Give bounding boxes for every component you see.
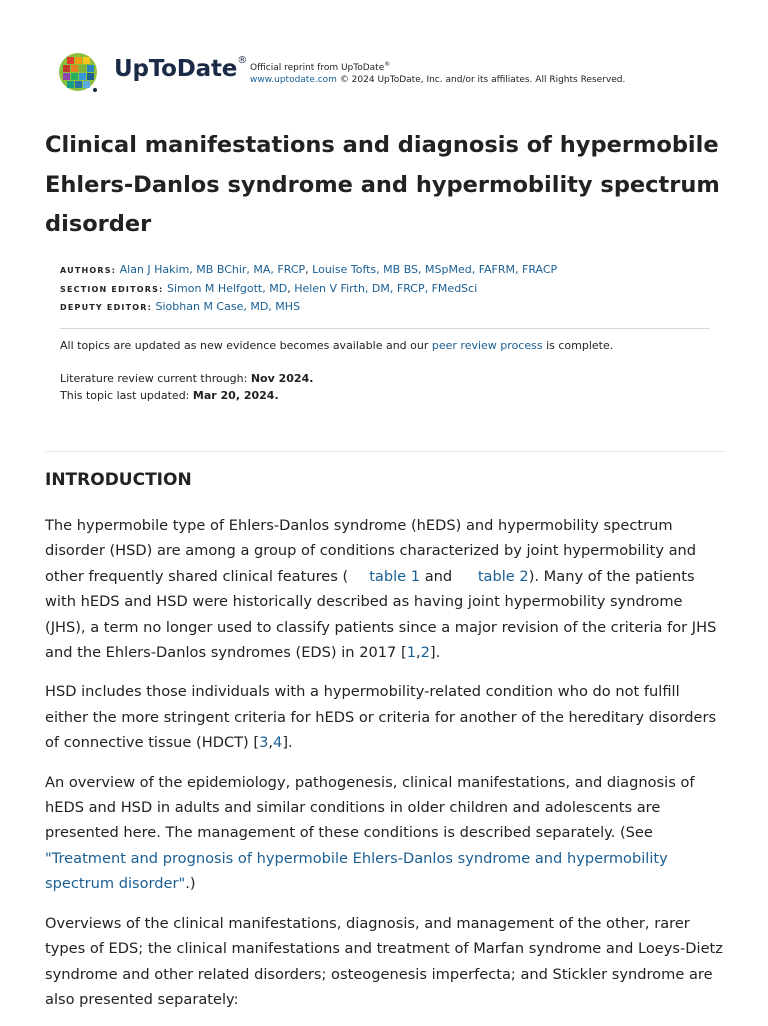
- table-1-link[interactable]: table 1: [369, 567, 421, 585]
- authors-line: AUTHORS: Alan J Hakim, MB BChir, MA, FRCP, Louise Tofts, MB BS, MSpMed, FAFRM, FRACP: [60, 263, 558, 276]
- paragraph: HSD includes those individuals with a hypermobility-related condition who do not fulfill either the more stringent criteria for hEDS or criteria for another of the hereditary disorders of connective tissue (HDCT) [3,4].: [45, 683, 717, 752]
- table-icon: [350, 571, 366, 581]
- authors-label: AUTHORS: [60, 266, 112, 275]
- reference-link[interactable]: 2: [420, 644, 430, 662]
- section-heading-introduction: INTRODUCTION: [45, 470, 192, 490]
- divider: [60, 328, 710, 329]
- section-editor-link[interactable]: Helen V Firth, DM, FRCP, FMedSci: [294, 281, 478, 295]
- last-updated-date: This topic last updated: Mar 20, 2024.: [60, 389, 279, 402]
- article-body: [45, 513, 725, 1026]
- author-link[interactable]: Alan J Hakim, MB BChir, MA, FRCP: [119, 263, 306, 276]
- update-notes: [60, 337, 710, 404]
- credits: [60, 261, 710, 317]
- deputy-editor-link[interactable]: Siobhan M Case, MD, MHS: [155, 300, 301, 313]
- reference-link[interactable]: 3: [259, 734, 269, 752]
- copyright-text: © 2024 UpToDate, Inc. and/or its affiliates. All Rights Reserved.: [336, 75, 626, 85]
- deputy-editor-line: DEPUTY EDITOR: Siobhan M Case, MD, MHS: [60, 300, 301, 313]
- table-icon: [459, 571, 475, 581]
- treatment-topic-link[interactable]: "Treatment and prognosis of hypermobile Ehlers-Danlos syndrome and hypermobility spectrum disorder": [45, 849, 668, 893]
- reference-link[interactable]: 1: [406, 644, 416, 662]
- reference-link[interactable]: 4: [273, 734, 283, 752]
- deputy-editor-label: DEPUTY EDITOR: [60, 303, 148, 312]
- divider: [45, 451, 725, 452]
- section-editors-label: SECTION EDITORS: [60, 284, 160, 294]
- reprint-notice: Official reprint from UpToDate® www.uptodate.com © 2024 UpToDate, Inc. and/or its affiliates. All Rights Reserved.: [250, 61, 626, 85]
- author-link[interactable]: Louise Tofts, MB BS, MSpMed, FAFRM, FRACP: [312, 263, 558, 276]
- paragraph: The hypermobile type of Ehlers-Danlos syndrome (hEDS) and hypermobility spectrum disorder (HSD) are among a group of conditions characterized by joint hypermobility and other frequently shared clinical features ( table 1 and table 2). Many of the patients with hEDS and HSD were historically described as having joint hypermobility syndrome (JHS), a term no longer used to classify patients since a major revision of the criteria for JHS and the Ehlers-Danlos syndromes (EDS) in 2017 [1,2].: [45, 517, 717, 662]
- brand-name: UpToDate®: [114, 55, 247, 82]
- peer-review-link[interactable]: peer review process: [431, 339, 543, 352]
- literature-review-date: Literature review current through: Nov 2024.: [60, 372, 314, 385]
- section-editor-link[interactable]: Simon M Helfgott, MD: [166, 281, 288, 295]
- paragraph: An overview of the epidemiology, pathogenesis, clinical manifestations, and diagnosis of hEDS and HSD in adults and similar conditions in older children and adolescents are presented here. The management of these conditions is described separately. (See "Treatment and prognosis of hypermobile Ehlers-Danlos syndrome and hypermobility spectrum disorder".): [45, 773, 695, 893]
- uptodate-logo[interactable]: [58, 52, 247, 94]
- header: [0, 0, 768, 108]
- section-editors-line: SECTION EDITORS: Simon M Helfgott, MD, Helen V Firth, DM, FRCP, FMedSci: [60, 281, 478, 295]
- update-policy: All topics are updated as new evidence becomes available and our peer review process is complete.: [60, 339, 614, 352]
- topic-title: Clinical manifestations and diagnosis of hypermobile Ehlers-Danlos syndrome and hypermobility spectrum disorder: [45, 132, 720, 237]
- table-2-link[interactable]: table 2: [477, 567, 529, 585]
- paragraph: Overviews of the clinical manifestations, diagnosis, and management of the other, rarer types of EDS; the clinical manifestations and treatment of Marfan syndrome and Loeys-Dietz syndrome and other related disorders; osteogenesis imperfecta; and Stickler syndrome are also presented separately:: [45, 914, 723, 1008]
- uptodate-site-link[interactable]: www.uptodate.com: [250, 75, 337, 85]
- uptodate-logo-icon: [58, 52, 100, 94]
